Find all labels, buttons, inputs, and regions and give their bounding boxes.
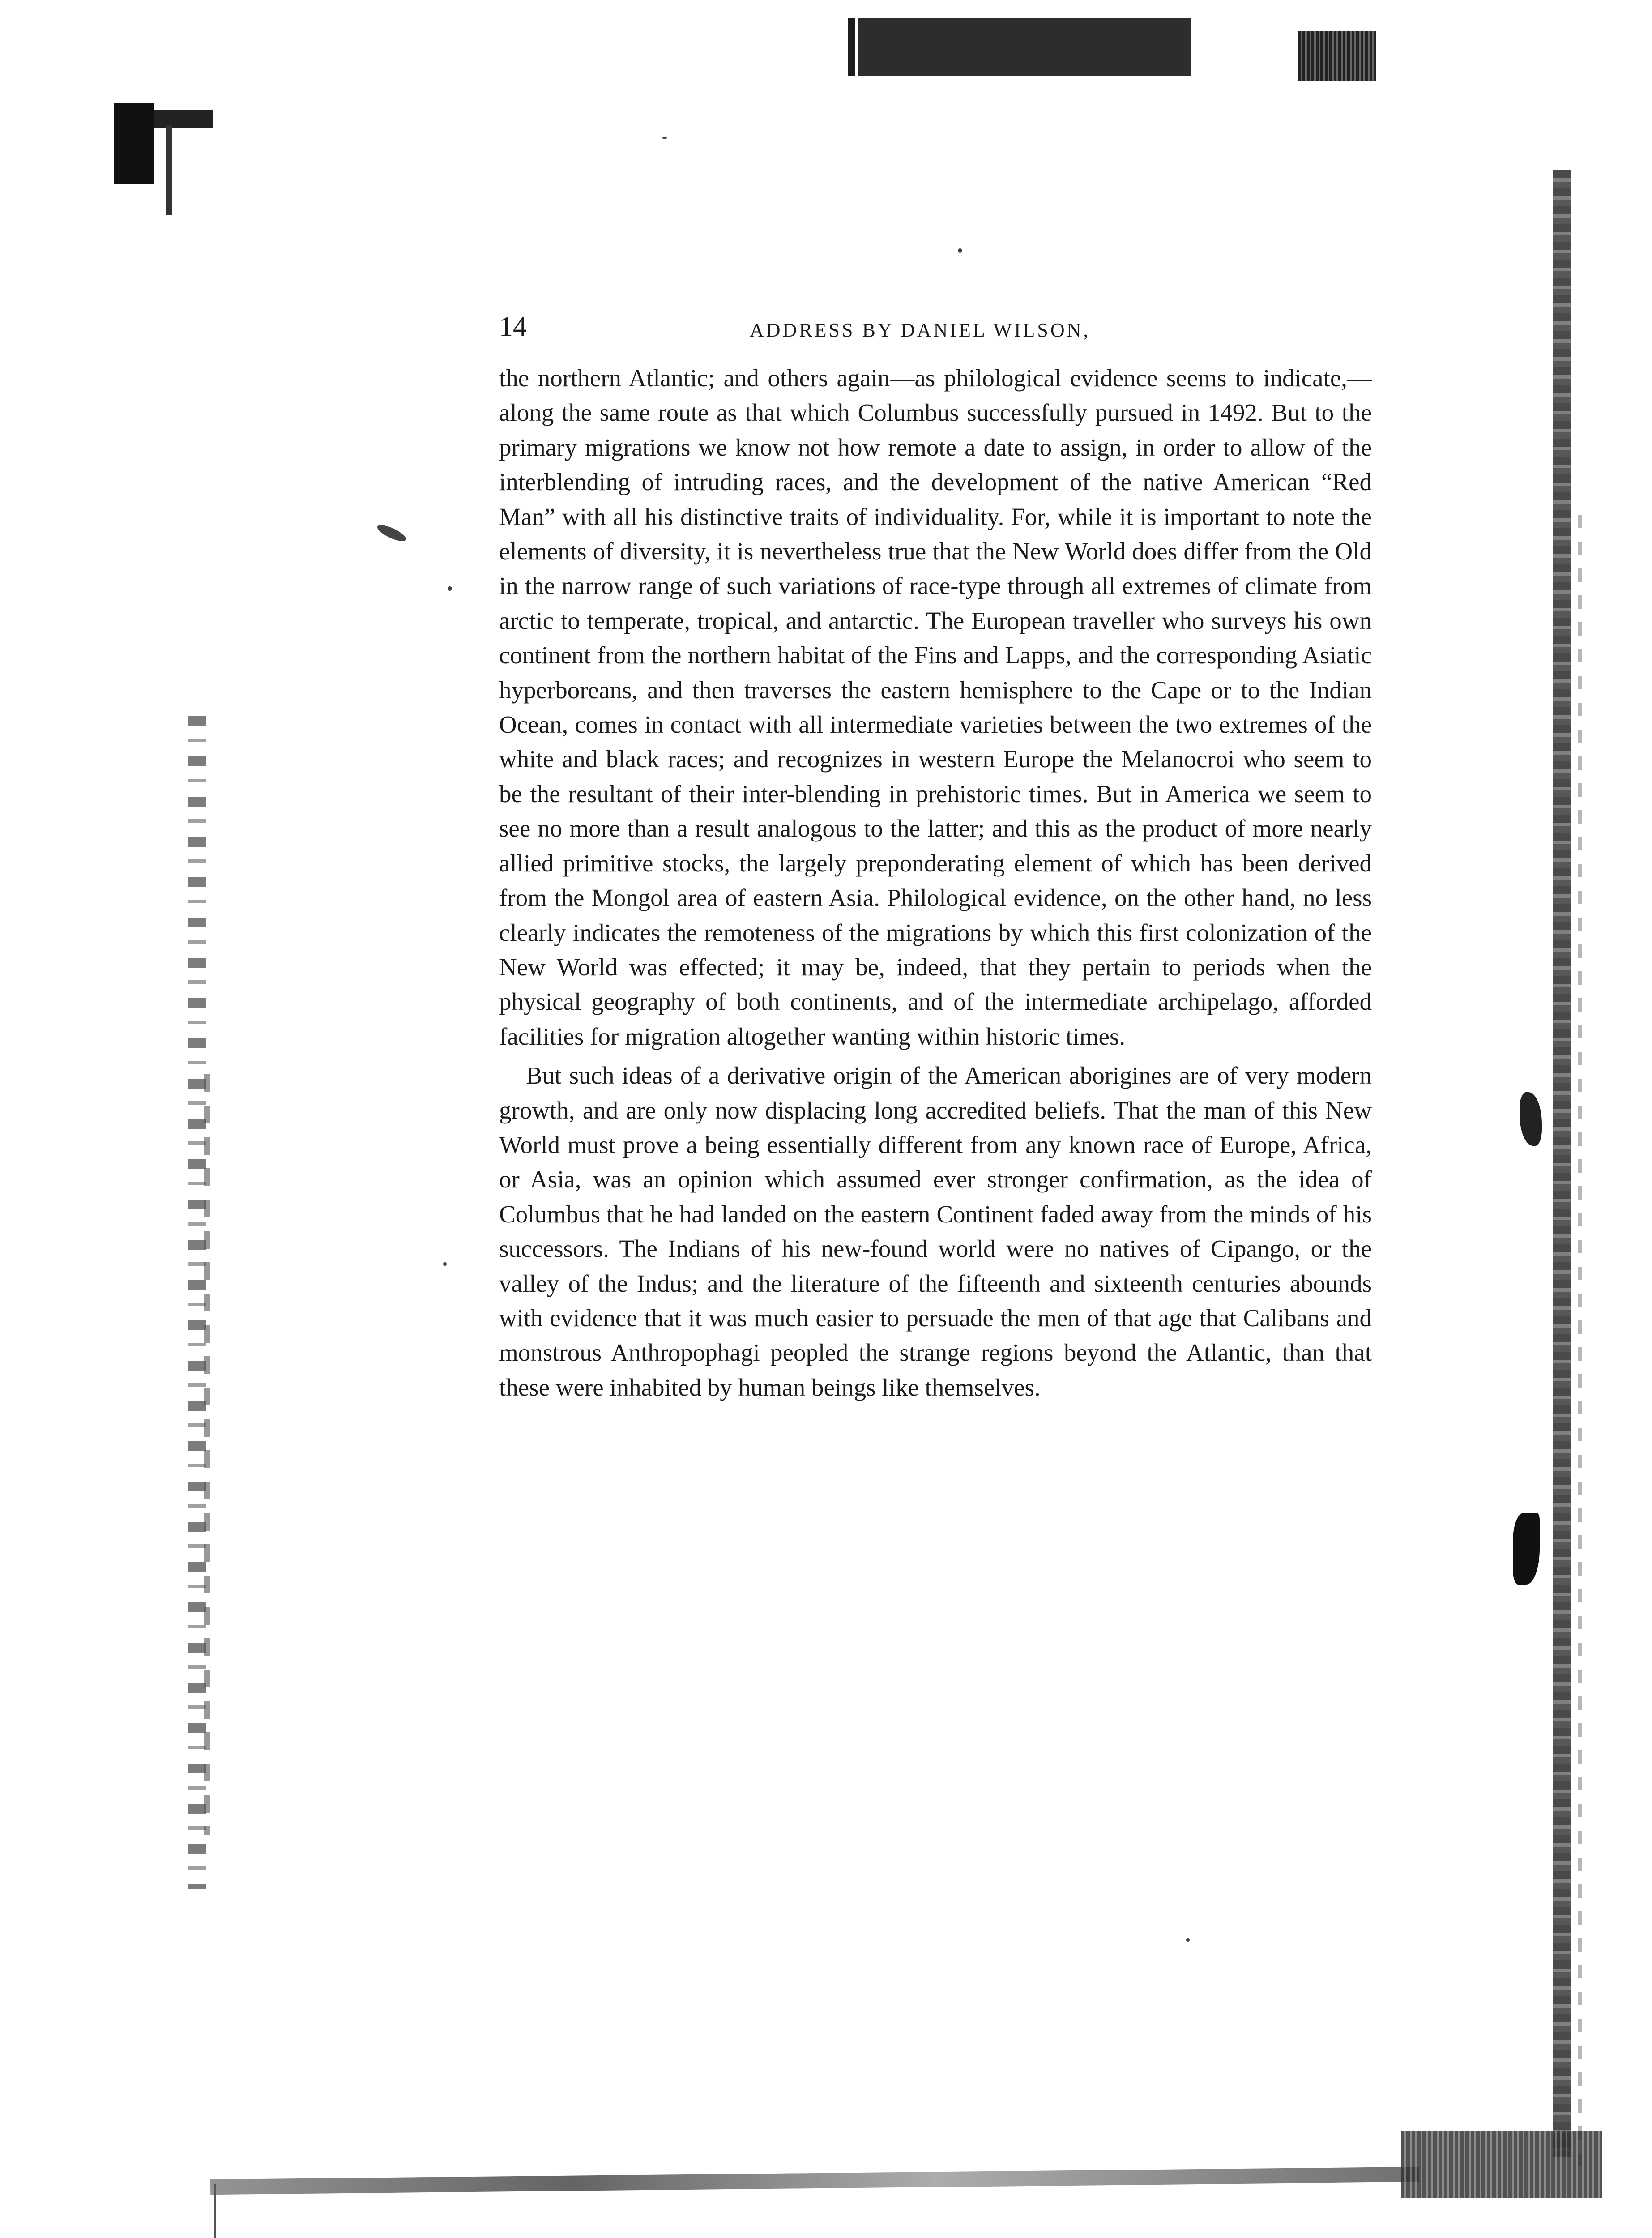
scan-artifact-speck — [443, 1262, 447, 1266]
running-head-title: ADDRESS BY DANIEL WILSON, — [750, 319, 1091, 341]
scan-artifact-bottom-left — [214, 2184, 216, 2238]
scan-artifact-left-edge — [188, 716, 206, 1889]
scan-artifact-corner-mark — [166, 125, 172, 215]
scan-artifact-corner-mark — [114, 103, 154, 184]
scan-artifact-speck — [376, 522, 408, 544]
scan-artifact-speck — [958, 248, 962, 253]
page-number: 14 — [499, 312, 527, 342]
scan-artifact-bottom-right — [1401, 2131, 1602, 2198]
scan-artifact-corner-mark — [154, 110, 213, 128]
scan-artifact-speck — [448, 586, 452, 591]
scan-artifact-ink-blot — [1520, 1092, 1542, 1146]
scan-artifact-top-right — [1298, 31, 1376, 81]
scan-artifact-top-bar — [848, 18, 1191, 76]
paragraph: the northern Atlantic; and others again—as philological evidence seems to indicate,—along the same route as that which Columbus successfully pursued in 1492. But to the primary migrations we know not how remote a date to assign, in order to allow of the interblending of intruding races, and the development of the native American “Red Man” with all his distinctive traits of individuality. For, while it is important to note the elements of diversity, it is nevertheless true that the New World does differ from the Old in the narrow range of such variations of race-type through all extremes of climate from arctic to temperate, tropical, and antarctic. The European traveller who surveys his own continent from the northern habitat of the Fins and Lapps, and the corresponding Asiatic hyperboreans, and then traverses the eastern hemisphere to the Cape or to the Indian Ocean, comes in contact with all intermediate varieties between the two extremes of the white and black races; and recognizes in western Europe the Melanocroi who seem to be the resultant of their inter-blending in prehistoric times. But in America we seem to see no more than a result analogous to the latter; and this as the product of more nearly allied primitive stocks, the largely preponderating element of which has been derived from the Mongol area of eastern Asia. Philological evidence, on the other hand, no less clearly indicates the remoteness of the migrations by which this first colonization of the New World was effected; it may be, indeed, that they pertain to periods when the physical geography of both continents, and of the intermediate archipelago, afforded facilities for migration altogether wanting within historic times. — [499, 364, 1372, 1050]
scan-artifact-speck — [662, 137, 667, 139]
page-content — [499, 309, 1372, 1405]
body-text — [499, 361, 1372, 1405]
scan-artifact-speck — [1186, 1938, 1190, 1942]
scan-artifact-right-edge — [1578, 515, 1582, 2171]
running-head — [499, 309, 1372, 345]
paragraph: But such ideas of a derivative origin of the American aborigines are of very modern growth, and are only now displacing long accredited beliefs. That the man of this New World must prove a being essentially different from any known race of Europe, Africa, or Asia, was an opinion which assumed ever stronger confirmation, as the idea of Columbus that he had landed on the eastern Continent faded away from the minds of his successors. The Indians of his new-found world were no natives of Cipango, or the valley of the Indus; and the literature of the fifteenth and sixteenth centuries abounds with evidence that it was much easier to persuade the men of that age that Calibans and monstrous Anthropophagi peopled the strange regions beyond the Atlantic, than that these were inhabited by human beings like themselves. — [499, 1062, 1372, 1401]
scan-artifact-ink-blot — [1513, 1513, 1540, 1585]
scan-artifact-right-edge — [1553, 170, 1571, 2157]
scan-artifact-bottom-streak — [210, 2167, 1419, 2195]
scan-artifact-left-edge — [204, 1074, 210, 1835]
